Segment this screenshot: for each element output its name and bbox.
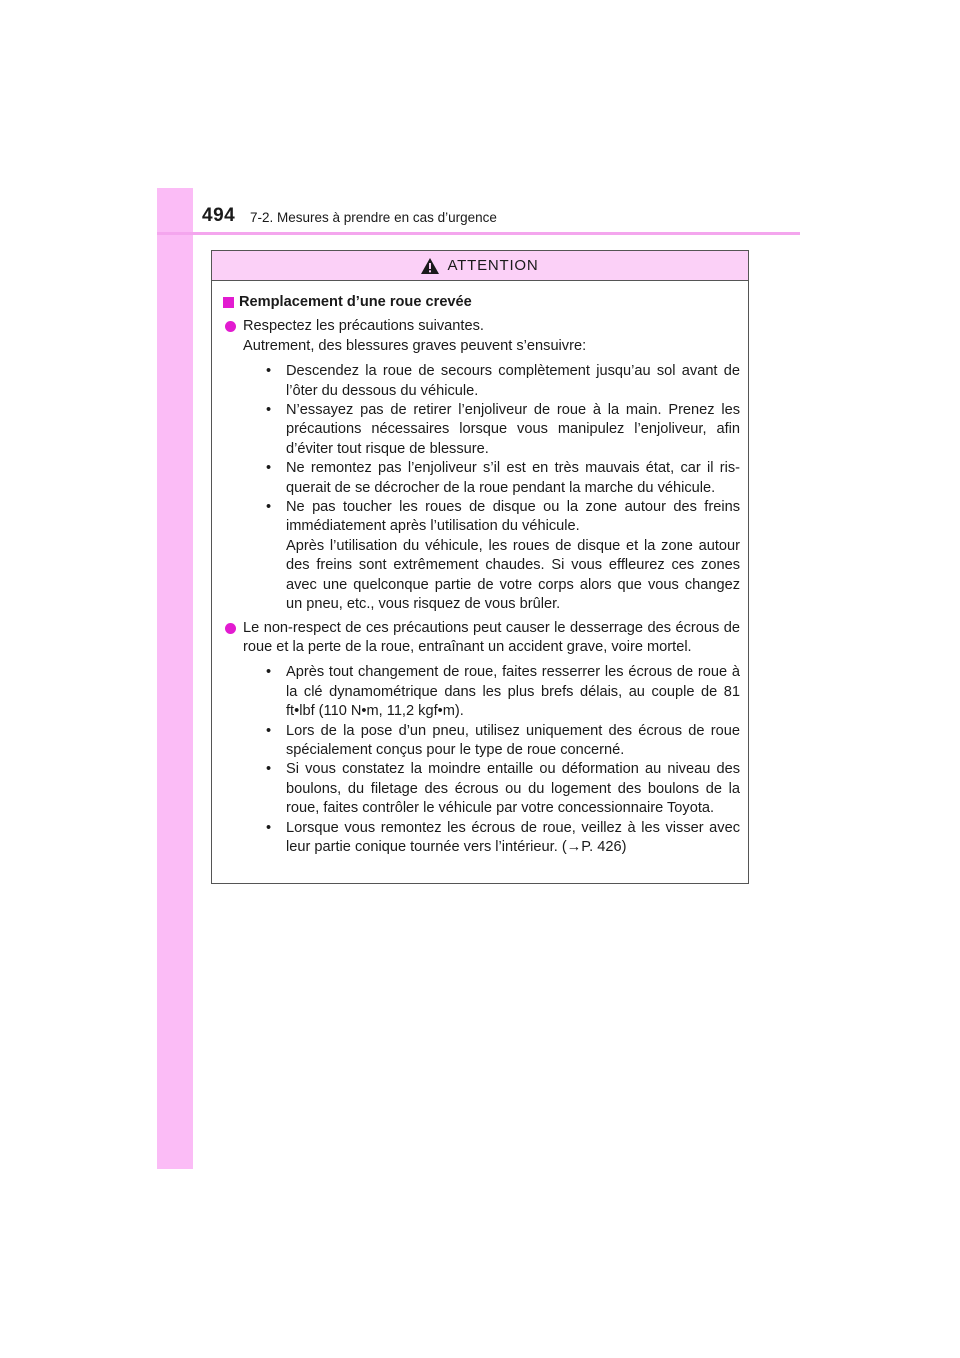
list-item: • Si vous constatez la moindre entaille ou déformation au niveau des boulons, du filetage des écrous ou du logement des boulons de la roue, faites contrôler le véhicule par votre concessionnaire Toyota. <box>243 760 740 818</box>
list-item: • Lorsque vous remontez les écrous de roue, veillez à les visser avec leur partie conique tournée vers l’intérieur. (→P. 426) <box>243 819 740 858</box>
header-rule <box>157 232 800 235</box>
attention-content <box>212 281 748 857</box>
wheel-nut-list <box>243 663 740 857</box>
precaution-list <box>243 362 740 614</box>
list-item: • N’essayez pas de retirer l’enjoliveur de roue à la main. Prenez les précautions nécessaires lorsque vous manipulez l’enjoliveur, afin d’éviter tout risque de blessure. <box>243 401 740 459</box>
bullet-text-line: Autrement, des blessures graves peuvent s’ensuivre: <box>243 337 587 354</box>
heading-text: Remplacement d’une roue crevée <box>239 294 472 310</box>
list-item: • Après tout changement de roue, faites resserrer les écrous de roue à la clé dynamométrique dans les plus brefs délais, au couple de 81 ft•lbf (110 N•m, 11,2 kgf•m). <box>243 663 740 721</box>
bullet-precautions <box>223 317 740 614</box>
list-item-text: Après l’utilisation du véhicule, les roues de disque et la zone autour des freins sont extrêmement chaudes. Si vous effleurez ces zones avec une quelconque partie de votre corps alors que vous changez un pneu, etc., vous risquez de vous brûler. <box>286 537 740 613</box>
attention-box <box>211 250 749 884</box>
bullet-text: Le non-respect de ces précautions peut causer le desserrage des écrous de roue et la perte de la roue, entraînant un accident grave, voire mortel. <box>243 619 740 655</box>
attention-title: ATTENTION <box>447 257 539 274</box>
round-bullet-icon <box>225 623 236 634</box>
round-bullet-icon <box>225 321 236 332</box>
warning-triangle-icon <box>421 258 439 274</box>
side-color-band <box>157 188 193 1169</box>
square-bullet-icon <box>223 297 234 308</box>
page-number: 494 <box>202 205 236 226</box>
section-heading <box>223 293 740 312</box>
bullet-text-line: Respectez les précautions suivantes. <box>243 318 484 335</box>
list-item: • Descendez la roue de secours complètement jusqu’au sol avant de l’ôter du dessous du véhicule. <box>243 362 740 401</box>
list-item-text: • Ne pas toucher les roues de disque ou la zone autour des freins immédiatement après l’utilisation du véhicule. <box>286 499 740 535</box>
list-item: • Lors de la pose d’un pneu, utilisez uniquement des écrous de roue spécialement conçus pour le type de roue concerné. <box>243 722 740 761</box>
list-item: • Ne remontez pas l’enjoliveur s’il est en très mauvais état, car il ris-querait de se décrocher de la roue pendant la marche du véhicule. <box>243 459 740 498</box>
attention-header <box>212 251 748 281</box>
list-item <box>243 498 740 614</box>
bullet-consequences <box>223 619 740 858</box>
section-title: 7-2. Mesures à prendre en cas d’urgence <box>250 210 497 225</box>
